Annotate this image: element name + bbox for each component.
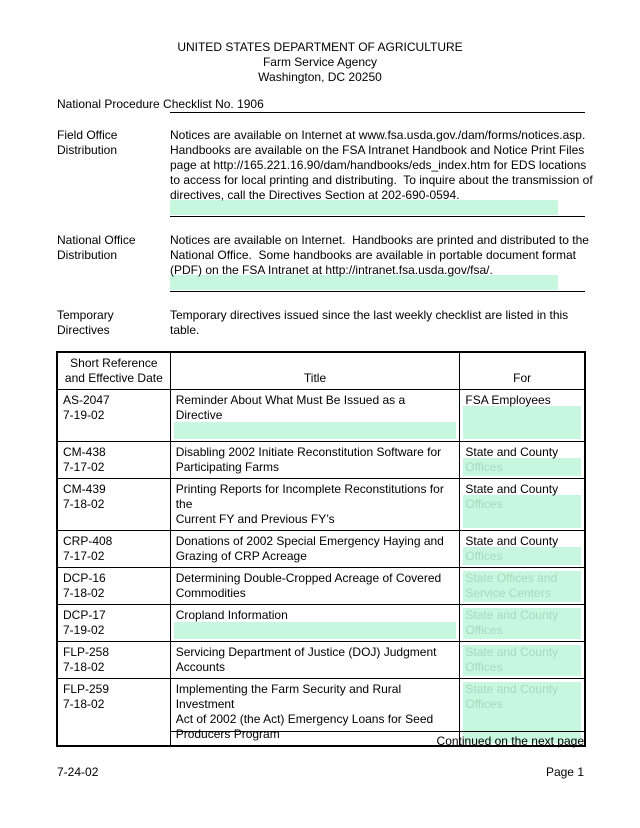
directive-title: Disabling 2002 Initiate Reconstitution Software for (175, 445, 442, 459)
national-office-text: Notices are available on Internet. Handbooks are printed and distributed to the National Office. Some handbooks are available in portable document format (PDF) on the FSA Intranet at http://intranet.fsa.usda.gov/fsa/. (170, 233, 589, 277)
department-name: UNITED STATES DEPARTMENT OF AGRICULTURE (177, 40, 463, 54)
footer-page-number: Page 1 (545, 765, 584, 779)
audience-cell (460, 479, 585, 531)
table-row (57, 568, 585, 605)
directive-title: Determining Double-Cropped Acreage of Covered (175, 571, 442, 585)
directive-title: Reminder About What Must Be Issued as a Directive (175, 393, 406, 422)
audience: Offices (465, 549, 503, 563)
table-header-row (57, 352, 585, 390)
table-row (57, 642, 585, 679)
title-cell (170, 679, 460, 747)
effective-date: 7-18-02 (63, 697, 105, 711)
temporary-directives-text: Temporary directives issued since the last weekly checklist are listed in this table. (170, 308, 569, 337)
highlight-band (174, 422, 457, 439)
short-reference: AS-2047 (63, 393, 110, 407)
directive-title: Act of 2002 (the Act) Emergency Loans for Seed (175, 712, 434, 726)
audience-cell (460, 531, 585, 568)
audience-cell (460, 605, 585, 642)
short-reference: CM-438 (63, 445, 106, 459)
effective-date: 7-18-02 (63, 660, 105, 674)
table-row (57, 442, 585, 479)
short-reference-cell (57, 442, 170, 479)
title-cell (170, 390, 460, 442)
national-office-label: National Office Distribution (57, 233, 136, 262)
directive-title: Accounts (175, 660, 226, 674)
short-reference-cell (57, 642, 170, 679)
divider (170, 291, 585, 292)
audience-cell (460, 568, 585, 605)
short-reference-cell (57, 479, 170, 531)
audience: State and County (465, 445, 559, 459)
continued-note: Continued on the next page (436, 734, 584, 748)
short-reference: FLP-258 (63, 645, 110, 659)
effective-date: 7-18-02 (63, 497, 105, 511)
field-office-label: Field Office Distribution (57, 128, 118, 157)
header-title: Title (170, 352, 460, 390)
audience: Service Centers (465, 586, 551, 600)
directive-title: Donations of 2002 Special Emergency Haying and (175, 534, 444, 548)
audience-cell (460, 642, 585, 679)
highlight-band (463, 406, 581, 439)
highlight-band (174, 622, 457, 639)
directive-title: Printing Reports for Incomplete Reconstitutions for the (175, 482, 444, 511)
table-row (57, 605, 585, 642)
header-short-reference: Short Reference and Effective Date (57, 352, 170, 390)
directives-table (56, 351, 586, 747)
audience: Offices (465, 497, 503, 511)
short-reference-cell (57, 679, 170, 747)
table-row (57, 531, 585, 568)
audience: Offices (465, 697, 503, 711)
audience: State and County (465, 482, 559, 496)
title-cell (170, 479, 460, 531)
directive-title: Cropland Information (175, 608, 288, 622)
effective-date: 7-19-02 (63, 408, 105, 422)
audience: State Offices and (465, 571, 558, 585)
agency-header (0, 40, 640, 85)
short-reference: CRP-408 (63, 534, 113, 548)
audience-cell (460, 390, 585, 442)
directive-title: Producers Program (175, 727, 280, 741)
audience: Offices (465, 660, 503, 674)
effective-date: 7-17-02 (63, 460, 105, 474)
checklist-title: National Procedure Checklist No. 1906 (57, 97, 264, 111)
short-reference: FLP-259 (63, 682, 110, 696)
title-cell (170, 605, 460, 642)
title-cell (170, 642, 460, 679)
directive-title: Grazing of CRP Acreage (175, 549, 307, 563)
short-reference-cell (57, 390, 170, 442)
table-row (57, 479, 585, 531)
agency-address: Washington, DC 20250 (258, 70, 382, 84)
audience: FSA Employees (465, 393, 551, 407)
directive-title: Current FY and Previous FY’s (175, 512, 335, 526)
short-reference-cell (57, 531, 170, 568)
agency-name: Farm Service Agency (262, 55, 378, 69)
audience: State and County (465, 645, 559, 659)
effective-date: 7-17-02 (63, 549, 105, 563)
short-reference-cell (57, 568, 170, 605)
audience: State and County (465, 608, 559, 622)
title-cell (170, 442, 460, 479)
audience-cell (460, 442, 585, 479)
directive-title: Participating Farms (175, 460, 280, 474)
audience: Offices (465, 460, 503, 474)
divider (170, 216, 585, 217)
title-cell (170, 531, 460, 568)
short-reference: CM-439 (63, 482, 106, 496)
directive-title: Implementing the Farm Security and Rural Investment (175, 682, 402, 711)
header-for: For (460, 352, 585, 390)
effective-date: 7-18-02 (63, 586, 105, 600)
divider (170, 112, 585, 113)
footer-date: 7-24-02 (57, 765, 99, 779)
temporary-directives-label: Temporary Directives (57, 308, 114, 337)
short-reference: DCP-17 (63, 608, 106, 622)
effective-date: 7-19-02 (63, 623, 105, 637)
table-row (57, 390, 585, 442)
audience: State and County (465, 534, 559, 548)
field-office-text: Notices are available on Internet at www.fsa.usda.gov./dam/forms/notices.asp. Handbooks are available on the FSA Intranet Handbook and Notice Print Files page at http://165.221.16.90/dam/handbooks/eds_index.htm for EDS locations to access for local printing and distributing. To inquire about the transmission of directives, call the Directives Section at 202-690-0594. (170, 128, 593, 202)
directive-title: Servicing Department of Justice (DOJ) Judgment (175, 645, 437, 659)
short-reference: DCP-16 (63, 571, 106, 585)
directive-title: Commodities (175, 586, 246, 600)
audience: Offices (465, 623, 503, 637)
short-reference-cell (57, 605, 170, 642)
audience: State and County (465, 682, 559, 696)
title-cell (170, 568, 460, 605)
